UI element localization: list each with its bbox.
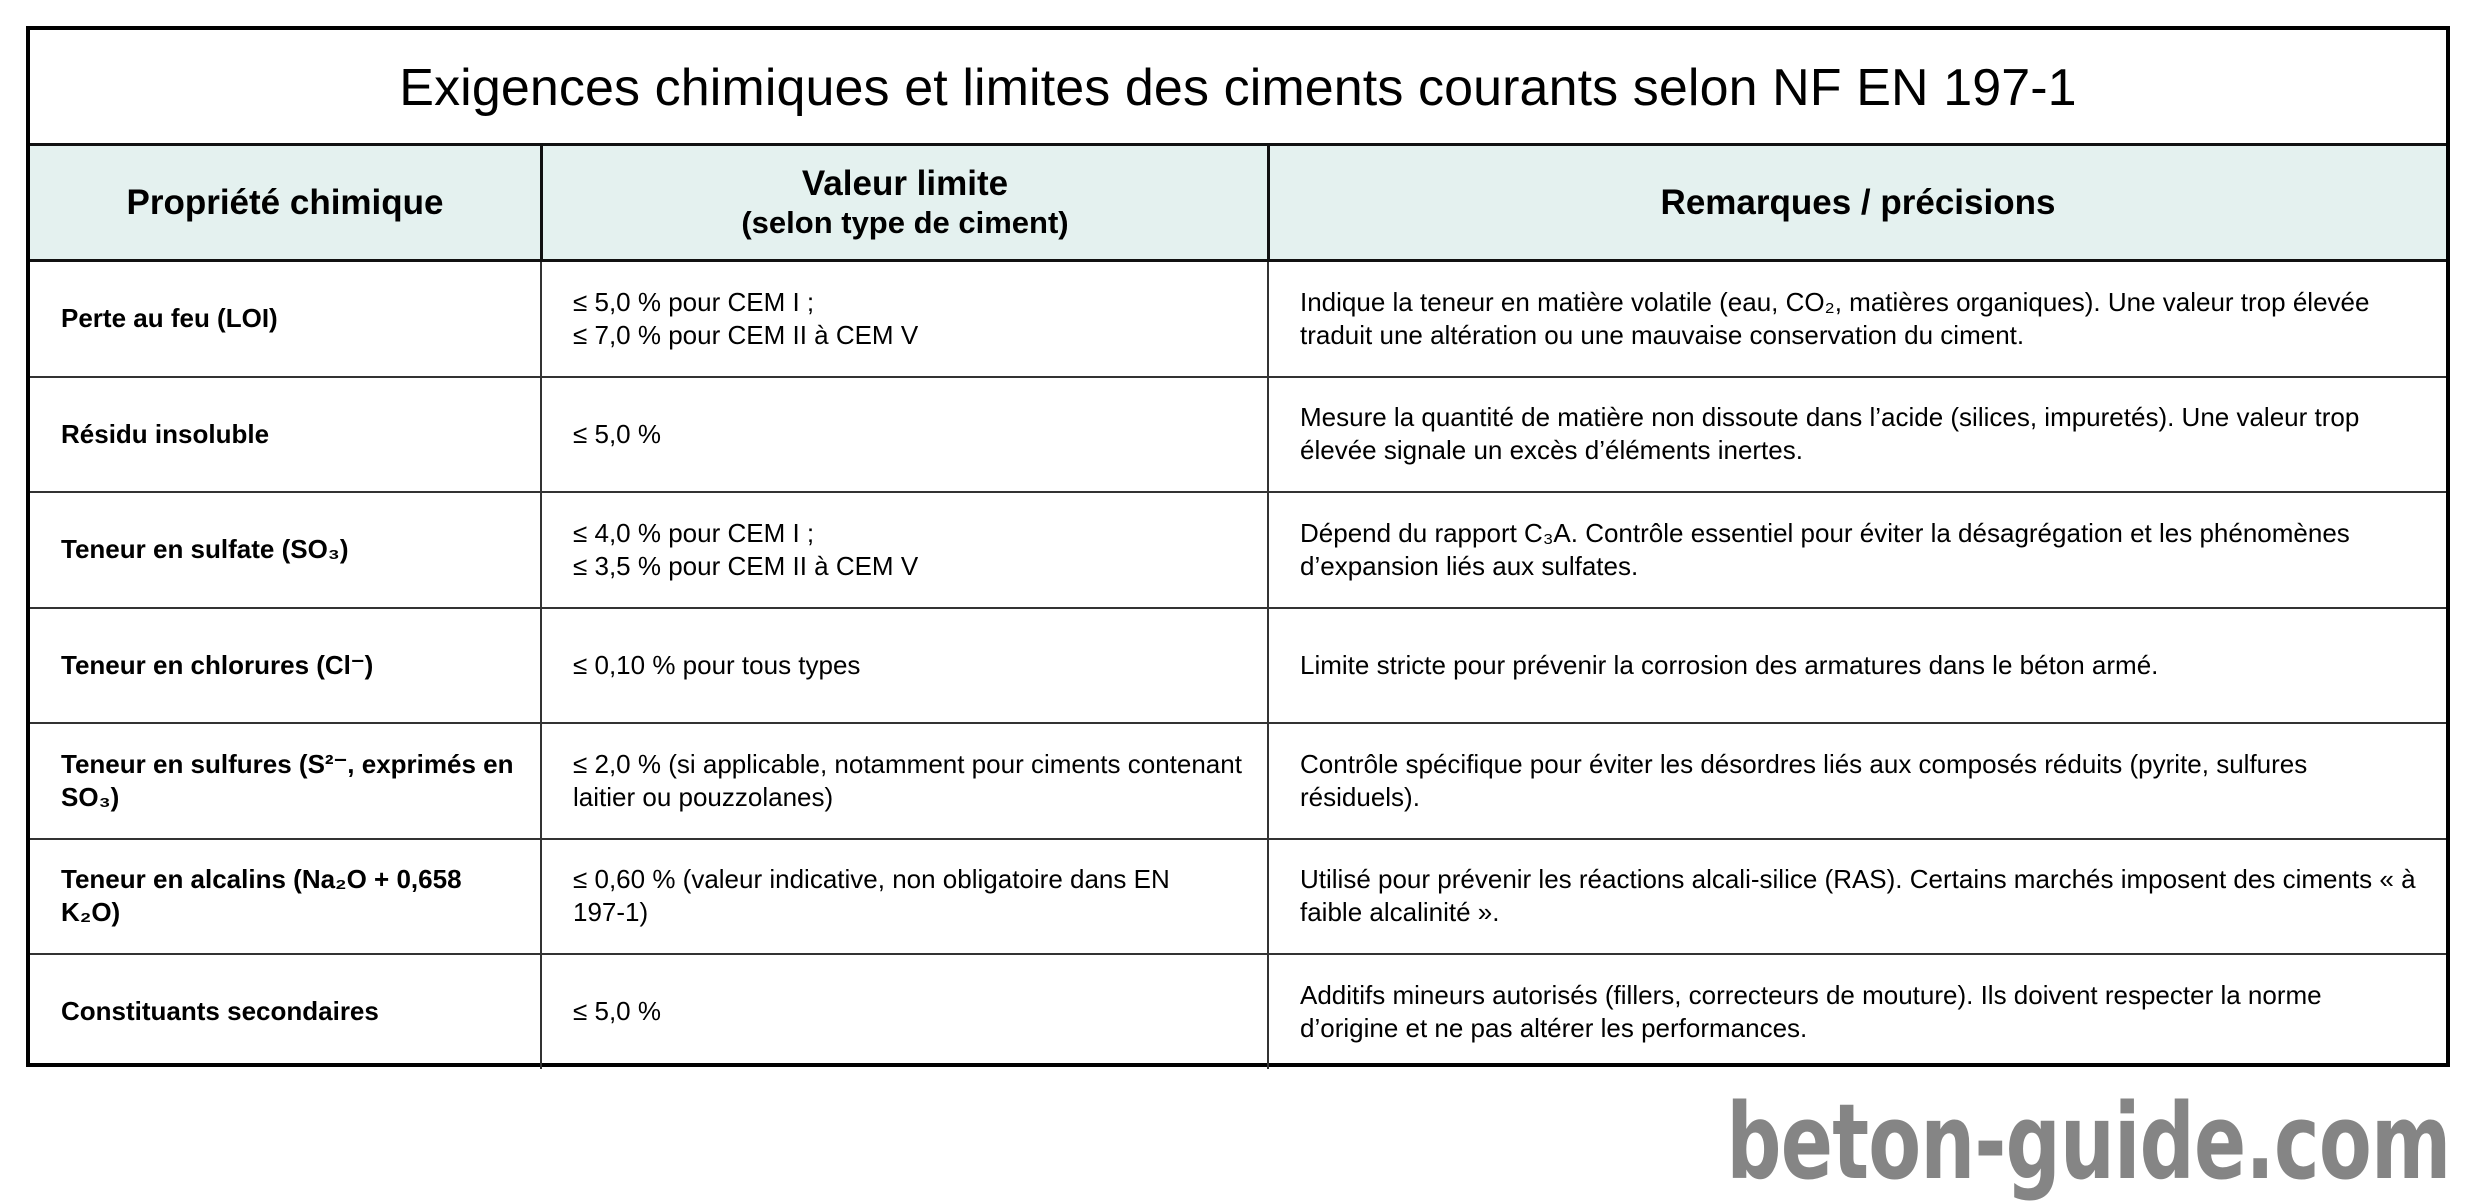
limit-text: ≤ 3,5 % pour CEM II à CEM V [573,550,919,581]
header-property-label: Propriété chimique [126,182,444,222]
limit-cell [540,609,1267,725]
remarks-text: Mesure la quantité de matière non dissoute dans l’acide (silices, impuretés). Une valeur trop [1300,402,2360,433]
limit-text: laitier ou pouzzolanes) [573,781,834,812]
property-text: Teneur en alcalins (Na₂O + 0,658 [61,864,462,895]
limit-cell [540,724,1267,840]
limit-text: ≤ 7,0 % pour CEM II à CEM V [573,319,919,350]
header-limit-label: Valeur limite [801,163,1009,203]
limit-text: 197-1) [573,897,649,928]
remarks-text: d’expansion liés aux sulfates. [1300,550,1639,581]
limit-text: ≤ 5,0 % [573,418,661,449]
remarks-text: Additifs mineurs autorisés (fillers, correcteurs de mouture). Ils doivent respecter la norme [1300,979,2322,1010]
remarks-cell [1267,724,2446,840]
remarks-cell [1267,609,2446,725]
limit-text: ≤ 0,60 % (valeur indicative, non obligatoire dans EN [573,864,1170,895]
property-cell [30,955,540,1069]
limit-text: ≤ 5,0 % pour CEM I ; [573,286,815,317]
limit-cell [540,840,1267,956]
remarks-text: élevée signale un excès d’éléments inertes. [1300,435,1803,466]
property-text: Perte au feu (LOI) [61,303,278,334]
property-text: Résidu insoluble [61,418,270,449]
property-text: Teneur en chlorures (Cl⁻) [61,649,374,680]
limit-cell [540,955,1267,1069]
limit-text: ≤ 2,0 % (si applicable, notamment pour ciments contenant [573,748,1242,779]
limit-cell [540,262,1267,378]
property-cell [30,378,540,494]
remarks-text: résiduels). [1300,781,1420,812]
site-watermark-logo: beton-guide.com [1725,1081,2450,1203]
header-limit-value [540,146,1267,262]
property-cell [30,724,540,840]
limit-text: ≤ 0,10 % pour tous types [573,649,861,680]
chemical-requirements-table [26,26,2450,1067]
remarks-cell [1267,378,2446,494]
remarks-text: Indique la teneur en matière volatile (eau, CO₂, matières organiques). Une valeur trop élevée [1300,286,2370,317]
remarks-cell [1267,840,2446,956]
limit-text: ≤ 4,0 % pour CEM I ; [573,517,815,548]
limit-cell [540,493,1267,609]
table-title: Exigences chimiques et limites des ciments courants selon NF EN 197-1 [399,58,2077,117]
header-limit-sublabel: (selon type de ciment) [741,204,1069,240]
remarks-text: faible alcalinité ». [1300,897,1500,928]
property-cell [30,493,540,609]
remarks-text: traduit une altération ou une mauvaise conservation du ciment. [1300,319,2025,350]
table-title-row [30,30,2446,146]
property-text: Constituants secondaires [61,996,379,1027]
header-property [30,146,540,262]
table-grid [30,146,2446,1069]
property-text: Teneur en sulfate (SO₃) [61,534,349,565]
remarks-text: Dépend du rapport C₃A. Contrôle essentiel pour éviter la désagrégation et les phénomènes [1300,517,2350,548]
property-text: K₂O) [61,897,121,928]
property-text: SO₃) [61,781,120,812]
property-text: Teneur en sulfures (S²⁻, exprimés en [61,748,514,779]
remarks-text: Limite stricte pour prévenir la corrosion des armatures dans le béton armé. [1300,649,2159,680]
property-cell [30,262,540,378]
limit-text: ≤ 5,0 % [573,996,661,1027]
remarks-text: Contrôle spécifique pour éviter les désordres liés aux composés réduits (pyrite, sulfures [1300,748,2308,779]
remarks-text: Utilisé pour prévenir les réactions alcali-silice (RAS). Certains marchés imposent des ciments « à [1300,864,2416,895]
remarks-cell [1267,955,2446,1069]
remarks-text: d’origine et ne pas altérer les performances. [1300,1012,1808,1043]
header-remarks [1267,146,2446,262]
header-remarks-label: Remarques / précisions [1660,182,2056,222]
property-cell [30,840,540,956]
limit-cell [540,378,1267,494]
remarks-cell [1267,493,2446,609]
remarks-cell [1267,262,2446,378]
property-cell [30,609,540,725]
